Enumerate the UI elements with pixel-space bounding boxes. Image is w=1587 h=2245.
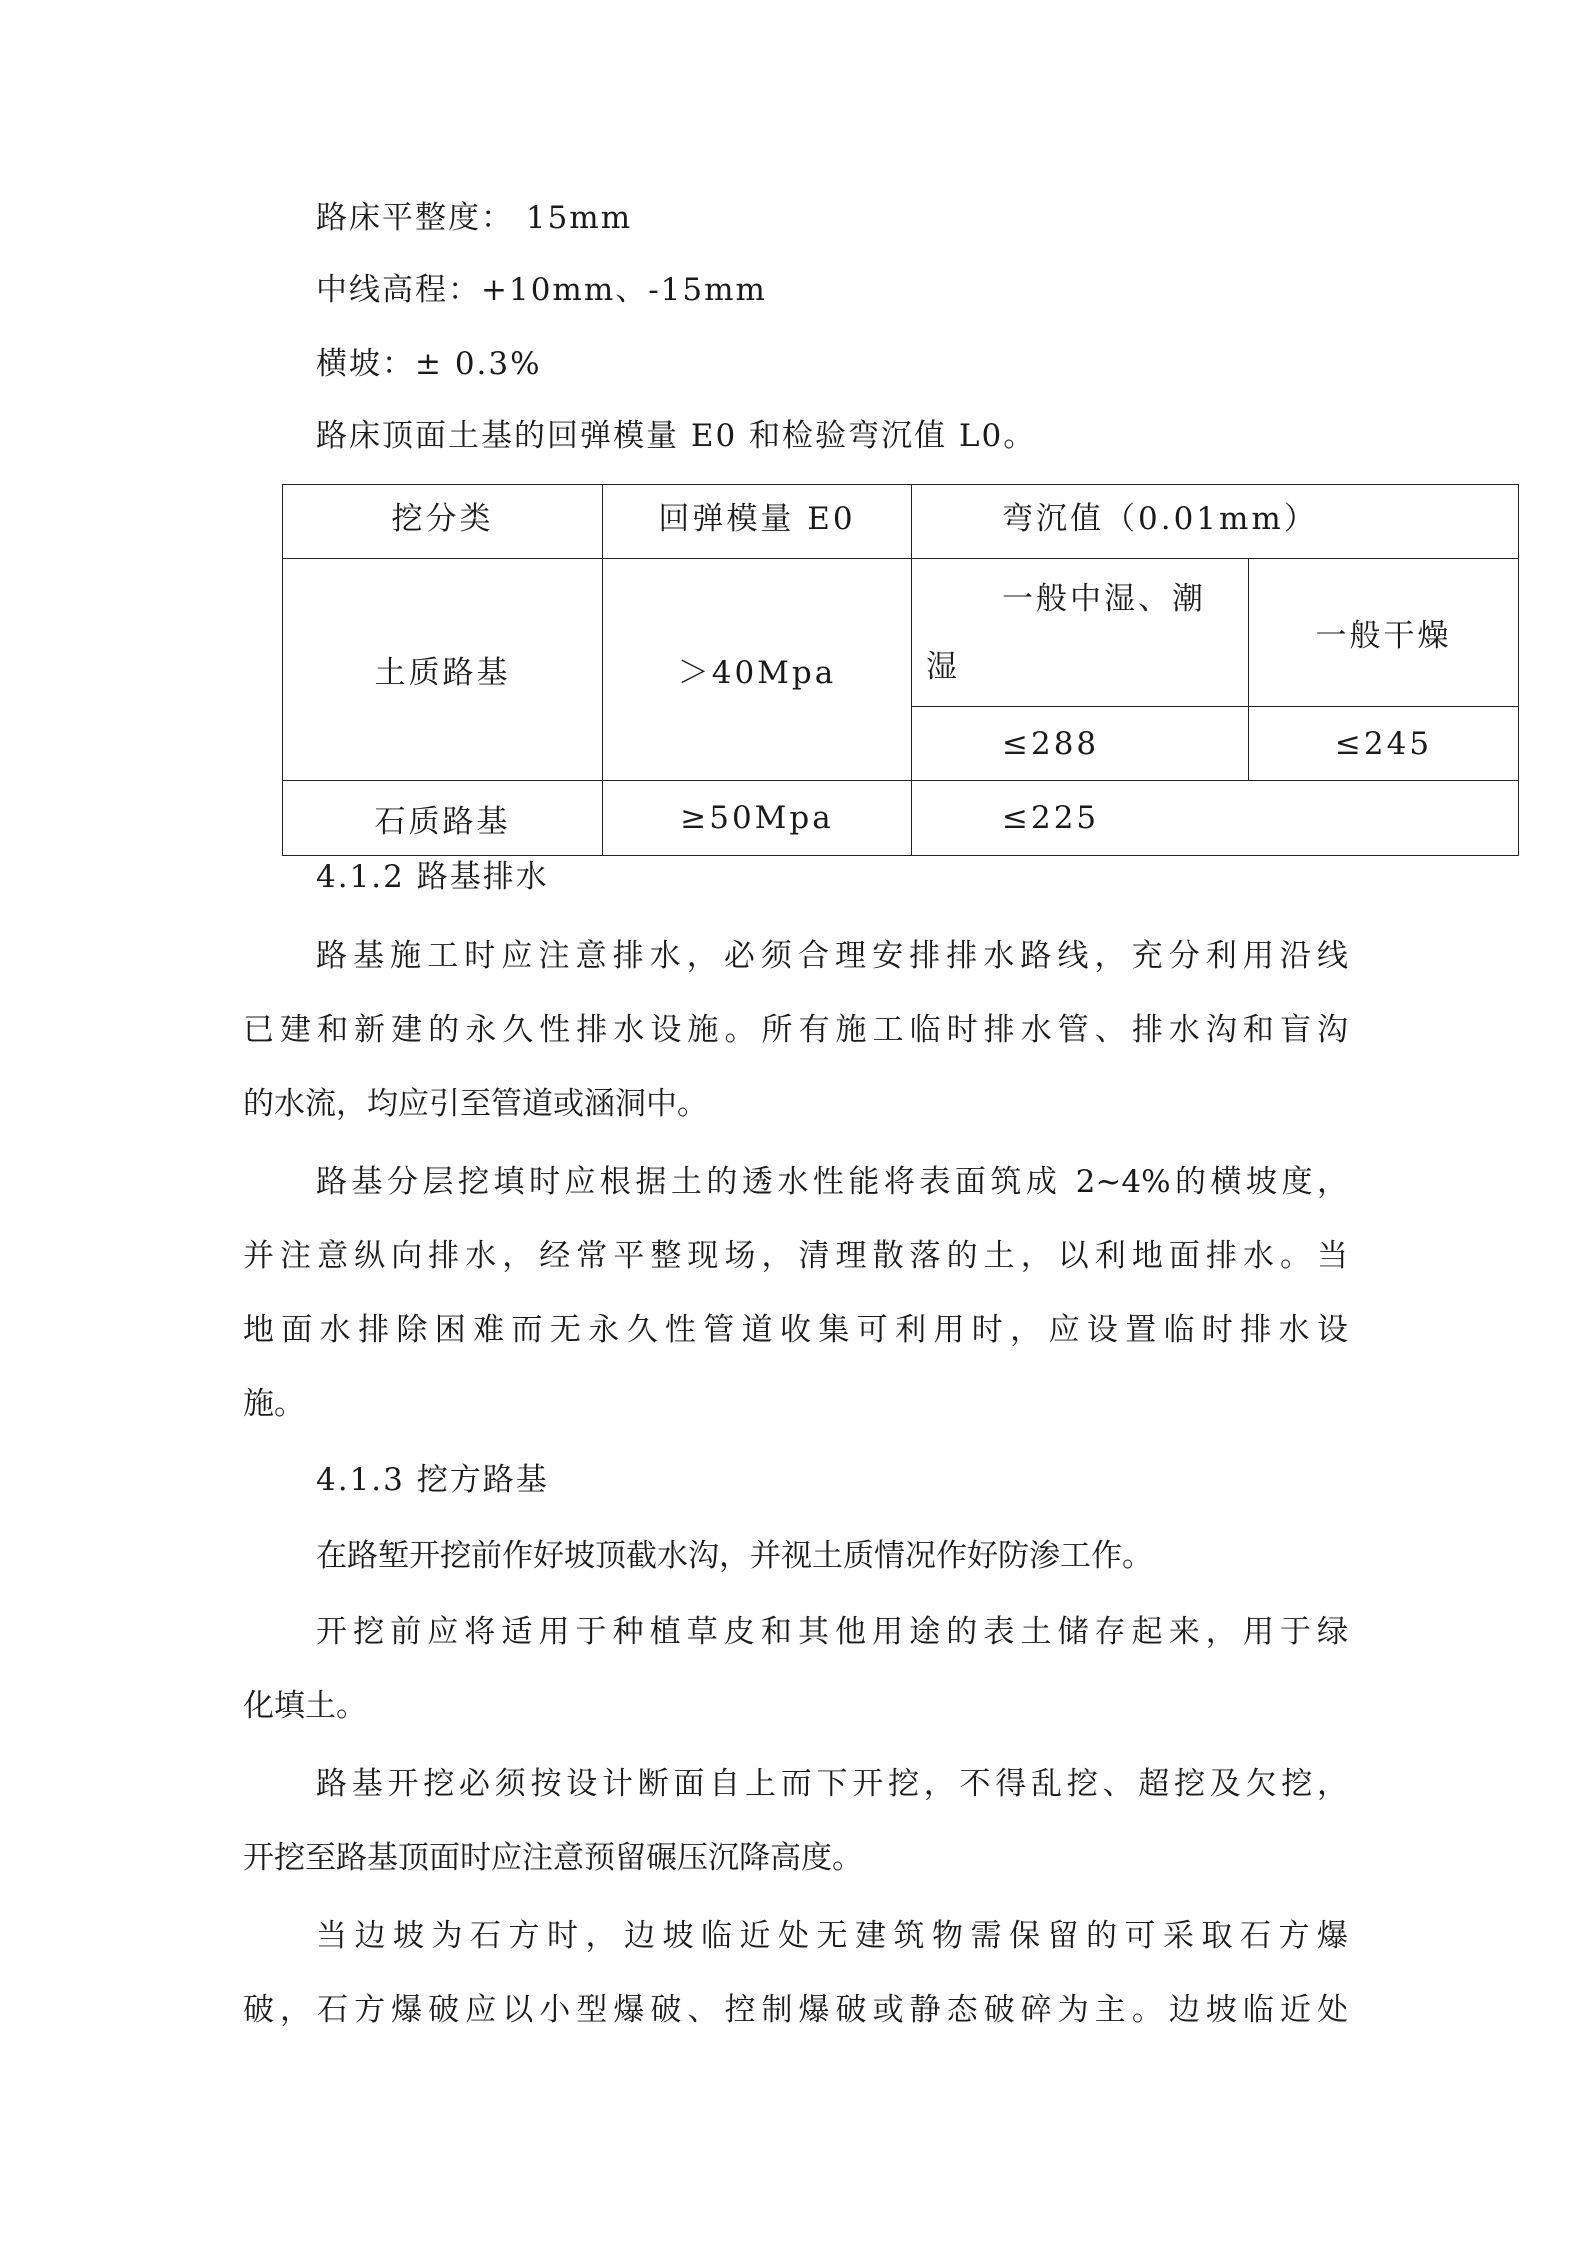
spec-intro: 路床顶面土基的回弹模量 E0 和检验弯沉值 L0。 [316, 418, 1037, 454]
row-soil-modulus: ＞40Mpa [603, 559, 912, 781]
modulus-deflection-table [282, 484, 1519, 856]
subheader-wet-line2: 湿 [926, 648, 960, 685]
section-heading-4-1-3: 4.1.3 挖方路基 [316, 1462, 549, 1498]
para-4-1-3-1: 在路堑开挖前作好坡顶截水沟，并视土质情况作好防渗工作。 [316, 1538, 1153, 1574]
header-category: 挖分类 [283, 485, 603, 559]
para-4-1-2-1-line-3: 的水流，均应引至管道或涵洞中。 [243, 1086, 708, 1122]
para-4-1-3-2-line-2: 化填土。 [243, 1688, 367, 1724]
spec-elevation: 中线高程：+10mm、-15mm [316, 272, 767, 308]
spec-slope: 横坡：± 0.3% [316, 346, 542, 382]
row-soil-wet-deflection: ≤288 [912, 707, 1249, 781]
para-4-1-2-2-line-1: 路基分层挖填时应根据土的透水性能将表面筑成 2~4%的横坡度， [316, 1164, 1348, 1200]
row-rock-deflection: ≤225 [912, 781, 1519, 856]
spec-flatness: 路床平整度： 15mm [316, 200, 633, 236]
para-4-1-2-2-line-4: 施。 [243, 1386, 305, 1422]
para-4-1-2-1-line-1: 路基施工时应注意排水，必须合理安排排水路线，充分利用沿线 [316, 938, 1348, 974]
para-4-1-3-2-line-1: 开挖前应将适用于种植草皮和其他用途的表土储存起来，用于绿 [316, 1614, 1348, 1650]
header-deflection [912, 485, 1519, 559]
para-4-1-2-1-line-2: 已建和新建的永久性排水设施。所有施工临时排水管、排水沟和盲沟 [243, 1012, 1348, 1048]
para-4-1-2-2-line-3: 地面水排除困难而无永久性管道收集可利用时，应设置临时排水设 [243, 1312, 1348, 1348]
header-modulus: 回弹模量 E0 [603, 485, 912, 559]
row-soil-dry-deflection: ≤245 [1249, 707, 1519, 781]
subheader-wet [912, 559, 1249, 707]
para-4-1-3-4-line-1: 当边坡为石方时，边坡临近处无建筑物需保留的可采取石方爆 [316, 1918, 1348, 1954]
header-deflection-text: 弯沉值（0.01mm） [1002, 501, 1318, 537]
subheader-dry: 一般干燥 [1249, 559, 1519, 707]
row-rock-modulus: ≥50Mpa [603, 781, 912, 856]
para-4-1-2-2-line-2: 并注意纵向排水，经常平整现场，清理散落的土，以利地面排水。当 [243, 1238, 1348, 1274]
row-soil-label: 土质路基 [283, 559, 603, 781]
subheader-wet-line1: 一般中湿、潮 [1002, 580, 1206, 617]
para-4-1-3-3-line-2: 开挖至路基顶面时应注意预留碾压沉降高度。 [243, 1840, 863, 1876]
section-heading-4-1-2: 4.1.2 路基排水 [316, 859, 549, 895]
row-rock-label: 石质路基 [283, 781, 603, 856]
para-4-1-3-3-line-1: 路基开挖必须按设计断面自上而下开挖，不得乱挖、超挖及欠挖， [316, 1766, 1348, 1802]
para-4-1-3-4-line-2: 破，石方爆破应以小型爆破、控制爆破或静态破碎为主。边坡临近处 [243, 1992, 1348, 2028]
